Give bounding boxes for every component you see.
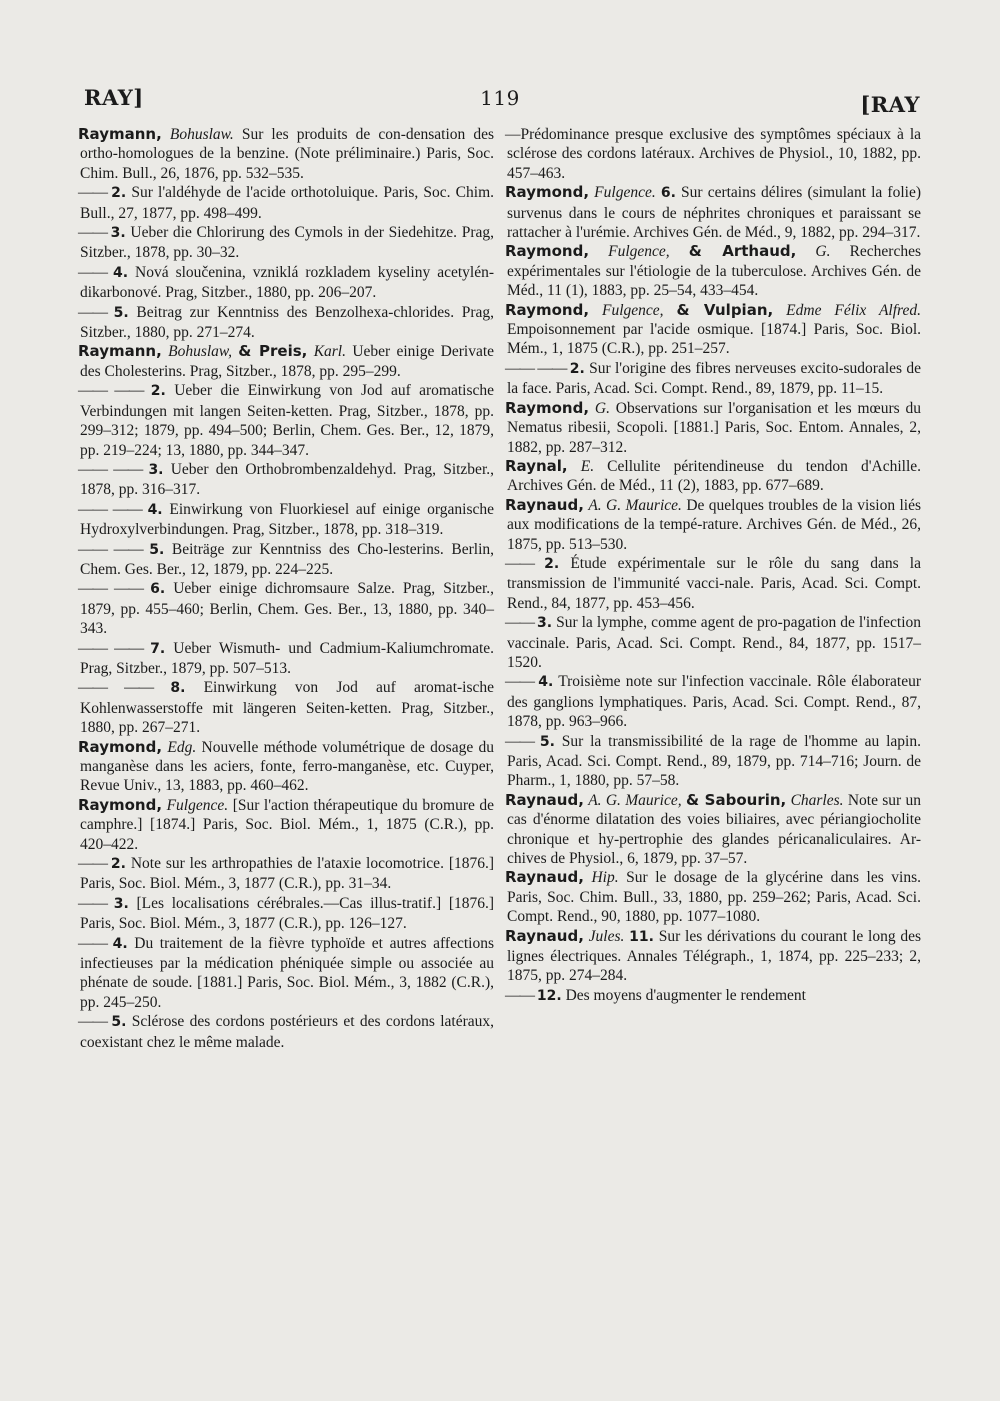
author-given-name: A. G. Maurice. xyxy=(588,496,682,514)
author-given-name: Bohuslaw. xyxy=(169,126,234,143)
bibliography-entry xyxy=(507,242,921,300)
author-surname: Raymann, xyxy=(78,125,162,143)
entry-number: 4. xyxy=(112,264,129,281)
entry-text: Sur les dérivations du courant le long des lignes électriques. Annales Télégraph., 1, 1874, pp. 225–233; 2, 1875, pp. 274–284. xyxy=(507,927,922,985)
entry-text: —Prédominance presque exclusive des symptômes spéciaux à la sclérose des cordons latéraux. Archives de Physiol., 10, 1882, pp. 457–463. xyxy=(505,126,921,182)
entry-number: 2. xyxy=(150,383,166,400)
entry-number: 5. xyxy=(539,733,555,750)
entry-text: Étude expérimentale sur le rôle du sang dans la transmission de l'immunité vacci-nale. Paris, Acad. Sci. Compt. Rend., 84, 1877, pp. 453–456. xyxy=(507,554,921,612)
entry-text: Sur l'aldéhyde de l'acide orthotoluique. Paris, Soc. Chim. Bull., 27, 1877, pp. 498–499. xyxy=(80,184,495,222)
entry-number: 4. xyxy=(112,935,128,952)
ditto-dash xyxy=(78,580,150,597)
bibliography-subentry xyxy=(80,1012,494,1052)
entry-text: Recherches expérimentales sur l'étiologie de la tuberculose. Archives Gén. de Méd., 11 (1), 1883, pp. 25–54, 433–454. xyxy=(507,243,922,300)
bibliography-entry xyxy=(507,301,921,359)
bibliography-entry xyxy=(507,791,921,869)
bibliography-subentry xyxy=(80,540,494,580)
running-head-right: [RAY xyxy=(860,92,920,117)
ditto-dash xyxy=(78,1013,111,1030)
entry-number: 4. xyxy=(147,501,163,518)
author-given-name: Hip. xyxy=(591,869,619,887)
coauthor-surname: & Vulpian, xyxy=(676,300,774,319)
entry-number: 7. xyxy=(150,640,166,657)
bibliography-entry xyxy=(507,496,921,554)
entry-text: Ueber Wismuth- und Cadmium-Kaliumchromate. Prag, Sitzber., 1879, pp. 507–513. xyxy=(80,639,495,677)
entry-number: 5. xyxy=(113,304,129,321)
bibliography-subentry xyxy=(507,672,921,731)
coauthor-given-name: Charles. xyxy=(790,791,844,809)
entry-text: Empoisonnement par l'acide osmique. [1874.] Paris, Soc. Biol. Mém., 1, 1875 (C.R.), pp. 251–257. xyxy=(507,321,921,358)
ditto-dash xyxy=(78,382,151,399)
bibliography-entry xyxy=(80,342,494,381)
entry-text: Nová sloučenina, vzniklá rozkladem kyseliny acetylén-dikarbonové. Prag, Sitzber., 1880, pp. 206–207. xyxy=(80,263,495,302)
entry-number: 3. xyxy=(148,461,164,478)
entry-number: 5. xyxy=(149,541,165,558)
entry-text: Sclérose des cordons postérieurs et des cordons latéraux, coexistant chez le même malade. xyxy=(80,1013,495,1051)
bibliography-subentry xyxy=(507,613,921,672)
author-given-name: Bohuslaw, xyxy=(168,343,232,361)
author-given-name: A. G. Maurice, xyxy=(588,791,682,809)
author-surname: Raymann, xyxy=(78,342,162,361)
entry-text: De quelques troubles de la vision liés aux modifications de la tempé-rature. Archives Gén. de Méd., 26, 1875, pp. 513–530. xyxy=(507,496,922,553)
ditto-dash xyxy=(78,304,114,321)
ditto-dash xyxy=(78,640,150,657)
entry-number: 2. xyxy=(544,555,560,572)
entry-text: Ueber den Orthobrombenzaldehyd. Prag, Sitzber., 1878, pp. 316–317. xyxy=(80,460,494,499)
ditto-dash xyxy=(505,673,538,690)
ditto-dash xyxy=(505,614,537,631)
author-surname: Raynaud, xyxy=(505,926,584,945)
entry-text: Beiträge zur Kenntniss des Cho-lesterins. Berlin, Chem. Ges. Ber., 12, 1879, pp. 224–225. xyxy=(80,540,495,578)
bibliography-entry xyxy=(80,125,494,183)
entry-text: Sur la lymphe, comme agent de pro-pagation de l'infection vaccinale. Paris, Acad. Sci. Compt. Rend., 84, 1877, pp. 1517–1520. xyxy=(507,614,922,671)
entry-text: Des moyens d'augmenter le rendement xyxy=(565,986,806,1004)
entry-number: 2. xyxy=(111,185,127,202)
ditto-dash xyxy=(78,895,114,912)
author-given-name: G. xyxy=(594,399,610,417)
entry-number: 4. xyxy=(538,674,554,691)
ditto-dash xyxy=(78,855,111,872)
ditto-dash xyxy=(78,184,111,201)
ditto-dash xyxy=(505,987,537,1004)
entry-number: 12. xyxy=(536,987,562,1004)
entry-text: Ueber die Einwirkung von Jod auf aromatische Verbindungen mit langen Seiten-ketten. Prag, Sitzber., 1878, pp. 299–312; 1879, pp. 494–500; Berlin, Chem. Ges. Ber., 12, 1879, pp. 219–224; 13, 1880, pp. 344–347. xyxy=(80,382,494,459)
entry-text: Cellulite péritendineuse du tendon d'Achille. Archives Gén. de Méd., 11 (2), 1883, pp. 677–689. xyxy=(507,457,922,495)
ditto-dash xyxy=(505,555,544,572)
entry-text: Sur la transmissibilité de la rage de l'homme au lapin. Paris, Acad. Sci. Compt. Rend., 89, 1879, pp. 714–716; Journ. de Pharm., 1, 1880, pp. 57–58. xyxy=(507,732,921,790)
bibliography-entry xyxy=(507,457,921,496)
bibliography-subentry xyxy=(507,732,921,791)
entry-number: 3. xyxy=(113,895,129,912)
entry-text: [Sur l'action thérapeutique du bromure de camphre.] [1874.] Paris, Soc. Biol. Mém., 1, 1875 (C.R.), pp. 420–422. xyxy=(80,796,495,853)
author-surname: Raymond, xyxy=(505,300,590,319)
entry-text: Nouvelle méthode volumétrique de dosage du manganèse dans les aciers, fonte, ferro-manganèse, etc. Cuyper, Revue Univ., 13, 1883, pp. 460–462. xyxy=(80,738,495,795)
bibliography-subentry xyxy=(80,934,494,1013)
entry-text: [Les localisations cérébrales.—Cas illus-tratif.] [1876.] Paris, Soc. Biol. Mém., 3, 1877 (C.R.), pp. 126–127. xyxy=(80,894,495,933)
entry-text: Ueber einige dichromsaure Salze. Prag, Sitzber., 1879, pp. 455–460; Berlin, Chem. Ges. Ber., 13, 1880, pp. 340–343. xyxy=(80,580,495,638)
author-given-name: Fulgence. xyxy=(166,796,229,814)
entry-text: Ueber die Chlorirung des Cymols in der Siedehitze. Prag, Sitzber., 1878, pp. 30–32. xyxy=(80,224,495,262)
author-surname: Raymond, xyxy=(505,183,590,202)
bibliography-subentry xyxy=(80,381,494,460)
coauthor-given-name: Karl. xyxy=(313,343,346,361)
bibliography-subentry xyxy=(80,678,494,737)
author-given-name: Fulgence. xyxy=(594,184,656,202)
bibliography-entry xyxy=(507,183,921,242)
bibliography-subentry xyxy=(80,854,494,894)
coauthor-surname: & Arthaud, xyxy=(688,242,797,261)
ditto-dash xyxy=(505,733,540,750)
entry-number: 2. xyxy=(569,360,585,377)
entry-number: 3. xyxy=(537,615,553,632)
ditto-dash xyxy=(78,264,113,281)
bibliography-subentry xyxy=(80,639,494,679)
bibliography-subentry xyxy=(80,263,494,303)
bibliography-subentry xyxy=(507,359,921,399)
page-number: 119 xyxy=(480,86,520,110)
bibliography-entry xyxy=(507,927,921,986)
entry-text: Sur l'origine des fibres nerveuses excito-sudorales de la face. Paris, Acad. Sci. Compt. Rend., 89, 1879, pp. 11–15. xyxy=(507,359,922,398)
author-given-name: Edg. xyxy=(167,738,197,756)
ditto-dash xyxy=(78,461,148,478)
author-surname: Raynaud, xyxy=(505,868,584,887)
entry-number: 3. xyxy=(110,225,126,242)
entry-text: Du traitement de la fièvre typhoïde et autres affections infectieuses par la médication phéniquée simple ou associée au phénate de soude. [1881.] Paris, Soc. Biol. Mém., 3, 1882 (C.R.), pp. 245–250. xyxy=(80,934,494,1011)
entry-text: Ueber einige Derivate des Cholesterins. Prag, Sitzber., 1878, pp. 295–299. xyxy=(80,343,495,380)
entry-number: 11. xyxy=(629,928,654,945)
right-column xyxy=(507,125,921,1006)
entry-text: Einwirkung von Jod auf aromat-ische Kohlenwasserstoffe mit längeren Seiten-ketten. Prag, Sitzber., 1880, pp. 267–271. xyxy=(80,679,495,737)
bibliography-subentry xyxy=(507,554,921,613)
ditto-dash xyxy=(78,679,170,696)
bibliography-entry xyxy=(80,738,494,796)
bibliography-entry xyxy=(507,868,921,926)
bibliography-entry xyxy=(507,399,921,457)
entry-text: Sur certains délires (simulant la folie) survenus dans le cours de néphrites chroniques et paraissant se rattacher à l'urémie. Archives Gén. de Méd., 9, 1882, pp. 294–317. xyxy=(507,184,921,242)
entry-text: Observations sur l'organisation et les mœurs du Nematus ribesii, Scopoli. [1881.] Paris, Soc. Entom. Annales, 2, 1882, pp. 287–312. xyxy=(507,399,922,456)
bibliography-subentry xyxy=(507,125,921,183)
bibliography-subentry xyxy=(80,460,494,500)
coauthor-surname: & Sabourin, xyxy=(685,790,787,809)
entry-text: Troisième note sur l'infection vaccinale. Rôle élaborateur des ganglions lymphatiques. Paris, Acad. Sci. Compt. Rend., 87, 1878, pp. 963–966. xyxy=(507,673,921,731)
bibliography-subentry xyxy=(80,500,494,540)
author-surname: Raymond, xyxy=(505,398,590,417)
entry-text: Sur le dosage de la glycérine dans les vins. Paris, Soc. Chim. Bull., 33, 1880, pp. 259–262; Paris, Acad. Sci. Compt. Rend., 90, 1880, pp. 1077–1080. xyxy=(507,869,922,926)
ditto-dash xyxy=(78,224,111,241)
entry-number: 2. xyxy=(110,856,126,873)
entry-text: Note sur un cas d'énorme dilatation des voies biliaires, avec périangiocholite chronique et hy-pertrophie des glandes péricanaliculaires. Ar-chives de Physiol., 6, 1879, pp. 37–57. xyxy=(507,791,922,868)
coauthor-surname: & Preis, xyxy=(238,342,308,361)
author-surname: Raynaud, xyxy=(505,495,584,514)
entry-text: Sur les produits de con-densation des ortho-homologues de la benzine. (Note préliminaire.) Paris, Soc. Chim. Bull., 26, 1876, pp. 532–535. xyxy=(80,126,495,182)
bibliography-entry xyxy=(80,796,494,854)
ditto-dash xyxy=(78,501,148,518)
ditto-dash xyxy=(505,360,570,377)
bibliography-subentry xyxy=(80,894,494,934)
bibliography-subentry xyxy=(80,183,494,223)
bibliography-subentry xyxy=(80,303,494,343)
coauthor-given-name: G. xyxy=(815,243,831,261)
bibliography-subentry xyxy=(80,223,494,263)
entry-text: Note sur les arthropathies de l'ataxie locomotrice. [1876.] Paris, Soc. Biol. Mém., 3, 1877 (C.R.), pp. 31–34. xyxy=(80,855,495,893)
author-surname: Raynaud, xyxy=(505,790,584,809)
author-given-name: Jules. xyxy=(588,927,625,945)
author-surname: Raymond, xyxy=(78,795,163,814)
entry-text: Beitrag zur Kenntniss des Benzolhexa-chlorides. Prag, Sitzber., 1880, pp. 271–274. xyxy=(80,303,494,342)
author-given-name: E. xyxy=(580,457,595,475)
coauthor-given-name: Edme Félix Alfred. xyxy=(786,301,921,319)
author-surname: Raymond, xyxy=(78,737,163,756)
author-given-name: Fulgence, xyxy=(608,243,670,261)
running-head-left: RAY] xyxy=(84,85,144,110)
author-surname: Raynal, xyxy=(505,456,568,475)
entry-number: 6. xyxy=(150,581,166,598)
entry-number: 6. xyxy=(660,185,676,202)
bibliography-subentry xyxy=(80,579,494,638)
bibliography-subentry xyxy=(507,986,921,1006)
entry-text: Einwirkung von Fluorkiesel auf einige organische Hydroxylverbindungen. Prag, Sitzber., 1878, pp. 318–319. xyxy=(80,500,495,539)
left-column xyxy=(80,125,494,1052)
author-given-name: Fulgence, xyxy=(602,301,664,319)
author-surname: Raymond, xyxy=(505,242,590,261)
entry-number: 8. xyxy=(170,680,186,697)
ditto-dash xyxy=(78,541,149,558)
ditto-dash xyxy=(78,935,113,952)
entry-number: 5. xyxy=(111,1014,127,1031)
